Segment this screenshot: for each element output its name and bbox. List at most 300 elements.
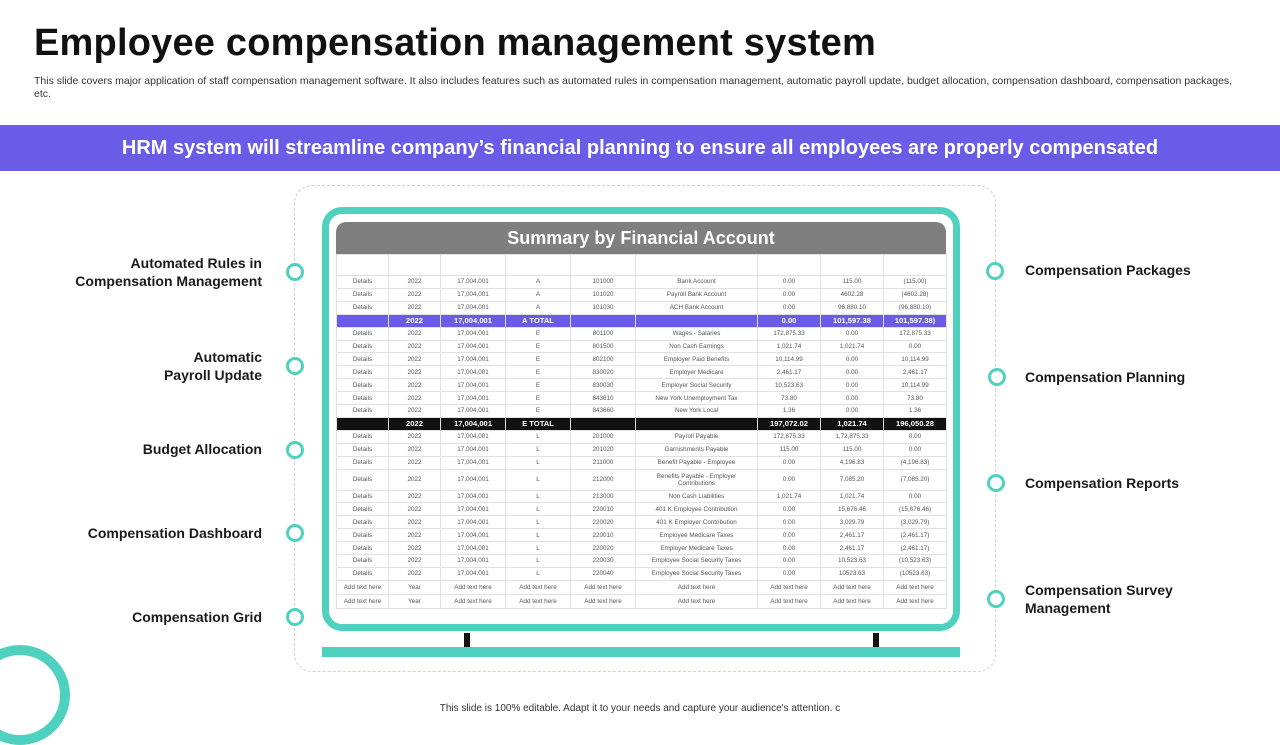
page-title: Employee compensation management system xyxy=(34,22,876,64)
table-cell: 17,004,001 xyxy=(441,392,506,405)
table-cell: 0.00 xyxy=(758,503,821,516)
table-row xyxy=(337,301,947,314)
table-row xyxy=(337,430,947,443)
feature-compensation-planning xyxy=(1025,368,1265,386)
table-cell: Details xyxy=(337,567,389,580)
ring-icon xyxy=(286,263,304,281)
feature-line: Automated Rules in xyxy=(130,255,262,271)
feature-automatic-payroll xyxy=(40,348,262,384)
table-cell: 17,004,001 xyxy=(441,417,506,430)
table-cell: 2,461.17 xyxy=(758,366,821,379)
table-cell: 0.00 xyxy=(821,392,884,405)
table-cell: Details xyxy=(337,469,389,490)
table-cell xyxy=(758,255,821,276)
table-cell: 4,196.83 xyxy=(821,456,884,469)
table-cell: L xyxy=(506,567,571,580)
table-cell: 2022 xyxy=(389,288,441,301)
table-cell: A TOTAL xyxy=(506,314,571,327)
table-cell: 196,050.28 xyxy=(884,417,947,430)
table-cell: L xyxy=(506,490,571,503)
table-cell: 2022 xyxy=(389,276,441,289)
table-row xyxy=(337,594,947,608)
table-cell: 10,523.63 xyxy=(821,555,884,568)
table-cell: 220010 xyxy=(571,529,636,542)
table-cell xyxy=(441,255,506,276)
table-cell: 10,523.63 xyxy=(758,379,821,392)
feature-budget-allocation xyxy=(40,440,262,458)
ring-icon xyxy=(987,590,1005,608)
table-row xyxy=(337,443,947,456)
table-cell xyxy=(389,255,441,276)
financial-table xyxy=(336,254,947,609)
feature-compensation-reports xyxy=(1025,474,1265,492)
table-cell: Details xyxy=(337,353,389,366)
table-cell: Add text here xyxy=(337,580,389,594)
table-cell: 220010 xyxy=(571,503,636,516)
table-cell: 2022 xyxy=(389,490,441,503)
table-cell: 1,021.74 xyxy=(821,340,884,353)
table-cell: 101030 xyxy=(571,301,636,314)
table-cell: 17,004,001 xyxy=(441,327,506,340)
table-cell: Payroll Payable xyxy=(636,430,758,443)
table-cell: 0.00 xyxy=(758,301,821,314)
table-cell: 0.00 xyxy=(821,366,884,379)
table-cell: E xyxy=(506,392,571,405)
table-cell: A xyxy=(506,276,571,289)
table-cell: 2022 xyxy=(389,542,441,555)
table-cell: E xyxy=(506,353,571,366)
table-cell: Details xyxy=(337,443,389,456)
table-cell: Details xyxy=(337,392,389,405)
table-cell: E TOTAL xyxy=(506,417,571,430)
table-row xyxy=(337,327,947,340)
table-cell: 0.00 xyxy=(884,340,947,353)
table-cell: Add text here xyxy=(636,594,758,608)
table-cell: Employee Social Security Taxes xyxy=(636,555,758,568)
table-cell: Add text here xyxy=(884,580,947,594)
feature-line: Budget Allocation xyxy=(142,441,262,457)
table-cell: Add text here xyxy=(636,580,758,594)
table-cell: 2,461.17 xyxy=(884,366,947,379)
table-cell: Add text here xyxy=(506,594,571,608)
table-cell: 0.00 xyxy=(884,430,947,443)
table-cell: New York Local xyxy=(636,405,758,418)
table-row xyxy=(337,529,947,542)
table-cell: 801500 xyxy=(571,340,636,353)
table-cell: 2022 xyxy=(389,567,441,580)
table-cell: 830020 xyxy=(571,366,636,379)
table-cell: 802100 xyxy=(571,353,636,366)
table-cell: 2022 xyxy=(389,327,441,340)
table-cell: New York Unemployment Tax xyxy=(636,392,758,405)
table-cell: Add text here xyxy=(758,580,821,594)
table-cell: 2022 xyxy=(389,314,441,327)
table-cell: 17,004,001 xyxy=(441,379,506,392)
table-cell: L xyxy=(506,430,571,443)
table-cell: 0.00 xyxy=(758,288,821,301)
feature-compensation-grid xyxy=(40,608,262,626)
ring-icon xyxy=(286,524,304,542)
feature-line: Payroll Update xyxy=(163,367,262,383)
table-cell: Add text here xyxy=(506,580,571,594)
feature-line: Automatic xyxy=(193,349,262,365)
table-cell xyxy=(821,255,884,276)
table-cell: Add text here xyxy=(441,580,506,594)
footer-note: This slide is 100% editable. Adapt it to your needs and capture your audience's attention. c xyxy=(439,703,841,714)
table-cell: Add text here xyxy=(337,594,389,608)
table-cell xyxy=(884,255,947,276)
table-cell: Wages - Salaries xyxy=(636,327,758,340)
table-cell: Details xyxy=(337,456,389,469)
monitor-stand xyxy=(322,647,960,657)
table-cell: 0.00 xyxy=(758,567,821,580)
table-cell: 172,875.33 xyxy=(758,327,821,340)
feature-compensation-dashboard xyxy=(40,524,262,542)
table-cell: Details xyxy=(337,529,389,542)
table-cell: (2,461.17) xyxy=(884,542,947,555)
table-cell: 7,085.20 xyxy=(821,469,884,490)
table-cell: (4,196.83) xyxy=(884,456,947,469)
table-cell: (3,029.79) xyxy=(884,516,947,529)
table-cell: Add text here xyxy=(884,594,947,608)
ring-icon xyxy=(987,474,1005,492)
table-cell: 1,021.74 xyxy=(758,490,821,503)
table-cell: L xyxy=(506,516,571,529)
table-cell xyxy=(337,255,389,276)
table-cell: Garnishments Payable xyxy=(636,443,758,456)
table-cell: 17,004,001 xyxy=(441,301,506,314)
table-cell: Details xyxy=(337,301,389,314)
table-cell: 1,72,875.33 xyxy=(821,430,884,443)
table-cell: 115.00 xyxy=(758,443,821,456)
feature-line: Compensation Reports xyxy=(1025,475,1180,491)
table-cell: 4602.28 xyxy=(821,288,884,301)
table-cell: 17,004,001 xyxy=(441,288,506,301)
table-cell: 2022 xyxy=(389,529,441,542)
table-cell: 2022 xyxy=(389,443,441,456)
table-cell: Add text here xyxy=(758,594,821,608)
table-row xyxy=(337,392,947,405)
table-cell: L xyxy=(506,529,571,542)
table-cell: Employer Medicare xyxy=(636,366,758,379)
table-cell: 843660 xyxy=(571,405,636,418)
table-cell: 2022 xyxy=(389,503,441,516)
table-cell: E xyxy=(506,366,571,379)
table-cell: 2022 xyxy=(389,516,441,529)
table-cell: L xyxy=(506,555,571,568)
table-cell: 2022 xyxy=(389,379,441,392)
ring-icon xyxy=(286,357,304,375)
table-cell: Payroll Bank Account xyxy=(636,288,758,301)
table-cell: Details xyxy=(337,490,389,503)
table-cell: 0.00 xyxy=(758,555,821,568)
table-cell: 0.00 xyxy=(758,276,821,289)
table-cell xyxy=(636,255,758,276)
table-cell: 0.00 xyxy=(884,443,947,456)
table-cell: 2022 xyxy=(389,366,441,379)
table-row xyxy=(337,379,947,392)
table-cell: 1,021.74 xyxy=(821,417,884,430)
table-cell: 1,021.74 xyxy=(821,490,884,503)
table-cell: 10,114.99 xyxy=(758,353,821,366)
table-cell: 2022 xyxy=(389,417,441,430)
table-cell: 0.00 xyxy=(821,353,884,366)
table-cell: 172,675.33 xyxy=(758,430,821,443)
table-cell: (10523.63) xyxy=(884,567,947,580)
table-cell: (115.00) xyxy=(884,276,947,289)
table-row xyxy=(337,555,947,568)
table-cell: Details xyxy=(337,379,389,392)
table-cell: 17,004,001 xyxy=(441,443,506,456)
table-cell: E xyxy=(506,340,571,353)
table-cell: L xyxy=(506,469,571,490)
table-cell: 2022 xyxy=(389,340,441,353)
table-cell: Bank Account xyxy=(636,276,758,289)
table-cell: 220020 xyxy=(571,516,636,529)
table-cell: (15,676.46) xyxy=(884,503,947,516)
table-cell: 220020 xyxy=(571,542,636,555)
table-cell xyxy=(571,314,636,327)
table-cell: 0.00 xyxy=(758,314,821,327)
feature-line: Management xyxy=(1025,600,1111,616)
table-cell: Add text here xyxy=(821,580,884,594)
table-cell: 2022 xyxy=(389,405,441,418)
table-cell: 212000 xyxy=(571,469,636,490)
table-cell: 101,597.38 xyxy=(821,314,884,327)
table-cell: 17,004,001 xyxy=(441,469,506,490)
table-cell: (10,523.63) xyxy=(884,555,947,568)
table-cell: 401 K Employee Contribution xyxy=(636,503,758,516)
table-cell: L xyxy=(506,542,571,555)
feature-automated-rules xyxy=(40,254,262,290)
table-cell: 0.00 xyxy=(884,490,947,503)
table-cell: 2022 xyxy=(389,456,441,469)
table-cell: 220030 xyxy=(571,555,636,568)
table-cell: Details xyxy=(337,516,389,529)
table-cell: 1.36 xyxy=(884,405,947,418)
table-cell: Details xyxy=(337,555,389,568)
table-cell: 101000 xyxy=(571,276,636,289)
banner xyxy=(0,125,1280,171)
table-cell: 197,072.02 xyxy=(758,417,821,430)
table-cell: 201020 xyxy=(571,443,636,456)
table-cell: Employee Social Security Taxes xyxy=(636,567,758,580)
table-cell: 2022 xyxy=(389,301,441,314)
table-cell: 17,004,001 xyxy=(441,405,506,418)
table-cell: 10,114.99 xyxy=(884,353,947,366)
table-cell: 2,461.17 xyxy=(821,529,884,542)
table-cell: 0.00 xyxy=(758,516,821,529)
table-cell: 211000 xyxy=(571,456,636,469)
table-cell: 96,880.10 xyxy=(821,301,884,314)
table-cell: 10,114.99 xyxy=(884,379,947,392)
monitor-leg-right xyxy=(873,633,879,647)
table-cell: E xyxy=(506,405,571,418)
ring-icon xyxy=(286,608,304,626)
table-cell: 17,004,001 xyxy=(441,366,506,379)
table-cell: 17,004,001 xyxy=(441,516,506,529)
table-cell: A xyxy=(506,301,571,314)
table-cell: E xyxy=(506,379,571,392)
table-row xyxy=(337,456,947,469)
table-cell: 73.80 xyxy=(758,392,821,405)
table-cell: 17,004,001 xyxy=(441,490,506,503)
table-row xyxy=(337,288,947,301)
table-cell: 2,461.17 xyxy=(821,542,884,555)
feature-line: Compensation Survey xyxy=(1025,582,1173,598)
page-subtitle: This slide covers major application of staff compensation management software. It also includes features such as automated rules in compensation management, automatic payroll update, budget allocation, compensation dashboard, compensation packages, etc. xyxy=(34,75,1233,100)
feature-line: Compensation Planning xyxy=(1025,369,1186,385)
total-row xyxy=(337,314,947,327)
table-row xyxy=(337,469,947,490)
table-row xyxy=(337,542,947,555)
table-cell: 101020 xyxy=(571,288,636,301)
feature-compensation-survey xyxy=(1025,581,1265,617)
table-cell: Employer Medicare Taxes xyxy=(636,542,758,555)
table-cell: 17,004,001 xyxy=(441,567,506,580)
table-cell: 830030 xyxy=(571,379,636,392)
table-cell xyxy=(571,255,636,276)
table-cell: 115.00 xyxy=(821,276,884,289)
table-cell xyxy=(636,417,758,430)
table-cell: Benefit Payable - Employee xyxy=(636,456,758,469)
table-cell: (7,085.20) xyxy=(884,469,947,490)
table-cell: 101,597.38) xyxy=(884,314,947,327)
table-cell: Details xyxy=(337,276,389,289)
table-cell: (96,880.10) xyxy=(884,301,947,314)
table-cell: 17,004,001 xyxy=(441,276,506,289)
table-row xyxy=(337,405,947,418)
table-cell: 17,004,001 xyxy=(441,340,506,353)
table-cell: 2022 xyxy=(389,353,441,366)
feature-line: Compensation Grid xyxy=(132,609,262,625)
table-cell: 0.00 xyxy=(758,456,821,469)
table-cell: 2022 xyxy=(389,555,441,568)
table-cell: 15,676.46 xyxy=(821,503,884,516)
financial-table-wrap xyxy=(336,254,946,609)
total-row xyxy=(337,417,947,430)
table-cell: 1.36 xyxy=(758,405,821,418)
feature-line: Compensation Dashboard xyxy=(87,525,262,541)
table-cell: 17,004,001 xyxy=(441,555,506,568)
table-cell: 0.00 xyxy=(821,405,884,418)
table-cell xyxy=(506,255,571,276)
table-cell: 3,029.79 xyxy=(821,516,884,529)
table-cell: 17,004,001 xyxy=(441,353,506,366)
banner-text: HRM system will streamline company’s financial planning to ensure all employees are properly compensated xyxy=(121,137,1159,159)
table-cell: L xyxy=(506,443,571,456)
table-cell: 17,004,001 xyxy=(441,314,506,327)
table-cell: Year xyxy=(389,580,441,594)
table-cell: 17,004,001 xyxy=(441,529,506,542)
feature-line: Compensation Management xyxy=(75,273,262,289)
table-cell: 17,004,001 xyxy=(441,503,506,516)
table-cell: 213000 xyxy=(571,490,636,503)
table-cell: Employer Paid Benefits xyxy=(636,353,758,366)
table-cell: 0.00 xyxy=(821,327,884,340)
monitor-leg-left xyxy=(464,633,470,647)
table-row xyxy=(337,366,947,379)
table-row xyxy=(337,276,947,289)
table-cell: 17,004,001 xyxy=(441,456,506,469)
table-cell: 201000 xyxy=(571,430,636,443)
table-cell: 2022 xyxy=(389,392,441,405)
table-cell: 10523.63 xyxy=(821,567,884,580)
table-cell: Add text here xyxy=(571,594,636,608)
table-cell: 17,004,001 xyxy=(441,430,506,443)
table-cell: 0.00 xyxy=(758,469,821,490)
ring-icon xyxy=(988,368,1006,386)
table-cell: Details xyxy=(337,503,389,516)
table-row xyxy=(337,490,947,503)
table-cell xyxy=(337,417,389,430)
table-cell: Details xyxy=(337,405,389,418)
table-cell: 401 K Employer Contribution xyxy=(636,516,758,529)
table-row xyxy=(337,353,947,366)
table-cell: Employer Social Security xyxy=(636,379,758,392)
summary-header: Summary by Financial Account xyxy=(336,222,946,254)
table-cell: Year xyxy=(389,594,441,608)
table-cell: Details xyxy=(337,542,389,555)
table-cell: Employee Medicare Taxes xyxy=(636,529,758,542)
table-cell: Details xyxy=(337,366,389,379)
ring-icon xyxy=(286,441,304,459)
table-cell: 73.80 xyxy=(884,392,947,405)
feature-line: Compensation Packages xyxy=(1025,262,1191,278)
table-cell: Add text here xyxy=(441,594,506,608)
table-cell xyxy=(571,417,636,430)
table-row xyxy=(337,516,947,529)
table-cell: Non Cash Earnings xyxy=(636,340,758,353)
table-cell: Non Cash Liabilities xyxy=(636,490,758,503)
table-cell: A xyxy=(506,288,571,301)
table-row xyxy=(337,503,947,516)
table-cell: Add text here xyxy=(571,580,636,594)
table-cell: 843610 xyxy=(571,392,636,405)
table-cell: (2,461.17) xyxy=(884,529,947,542)
table-cell: 2022 xyxy=(389,469,441,490)
table-cell: Details xyxy=(337,340,389,353)
table-cell: 0.00 xyxy=(758,529,821,542)
table-cell: L xyxy=(506,456,571,469)
table-cell: (4602.28) xyxy=(884,288,947,301)
table-cell: Details xyxy=(337,288,389,301)
table-cell: Benefits Payable - Employer Contributions xyxy=(636,469,758,490)
ring-icon xyxy=(986,262,1004,280)
table-cell: 220040 xyxy=(571,567,636,580)
table-row xyxy=(337,567,947,580)
table-cell: 172,875.33 xyxy=(884,327,947,340)
table-cell: L xyxy=(506,503,571,516)
table-cell xyxy=(636,314,758,327)
table-cell: 2022 xyxy=(389,430,441,443)
table-cell: Add text here xyxy=(821,594,884,608)
table-cell: ACH Bank Account xyxy=(636,301,758,314)
table-cell: Details xyxy=(337,430,389,443)
table-cell: 1,021.74 xyxy=(758,340,821,353)
table-row xyxy=(337,255,947,276)
table-cell xyxy=(337,314,389,327)
decorative-ring xyxy=(0,645,70,745)
table-cell: 0.00 xyxy=(758,542,821,555)
table-cell: 0.00 xyxy=(821,379,884,392)
table-cell: E xyxy=(506,327,571,340)
table-cell: 801100 xyxy=(571,327,636,340)
table-cell: 115.00 xyxy=(821,443,884,456)
table-cell: Details xyxy=(337,327,389,340)
table-cell: 17,004,001 xyxy=(441,542,506,555)
table-row xyxy=(337,580,947,594)
